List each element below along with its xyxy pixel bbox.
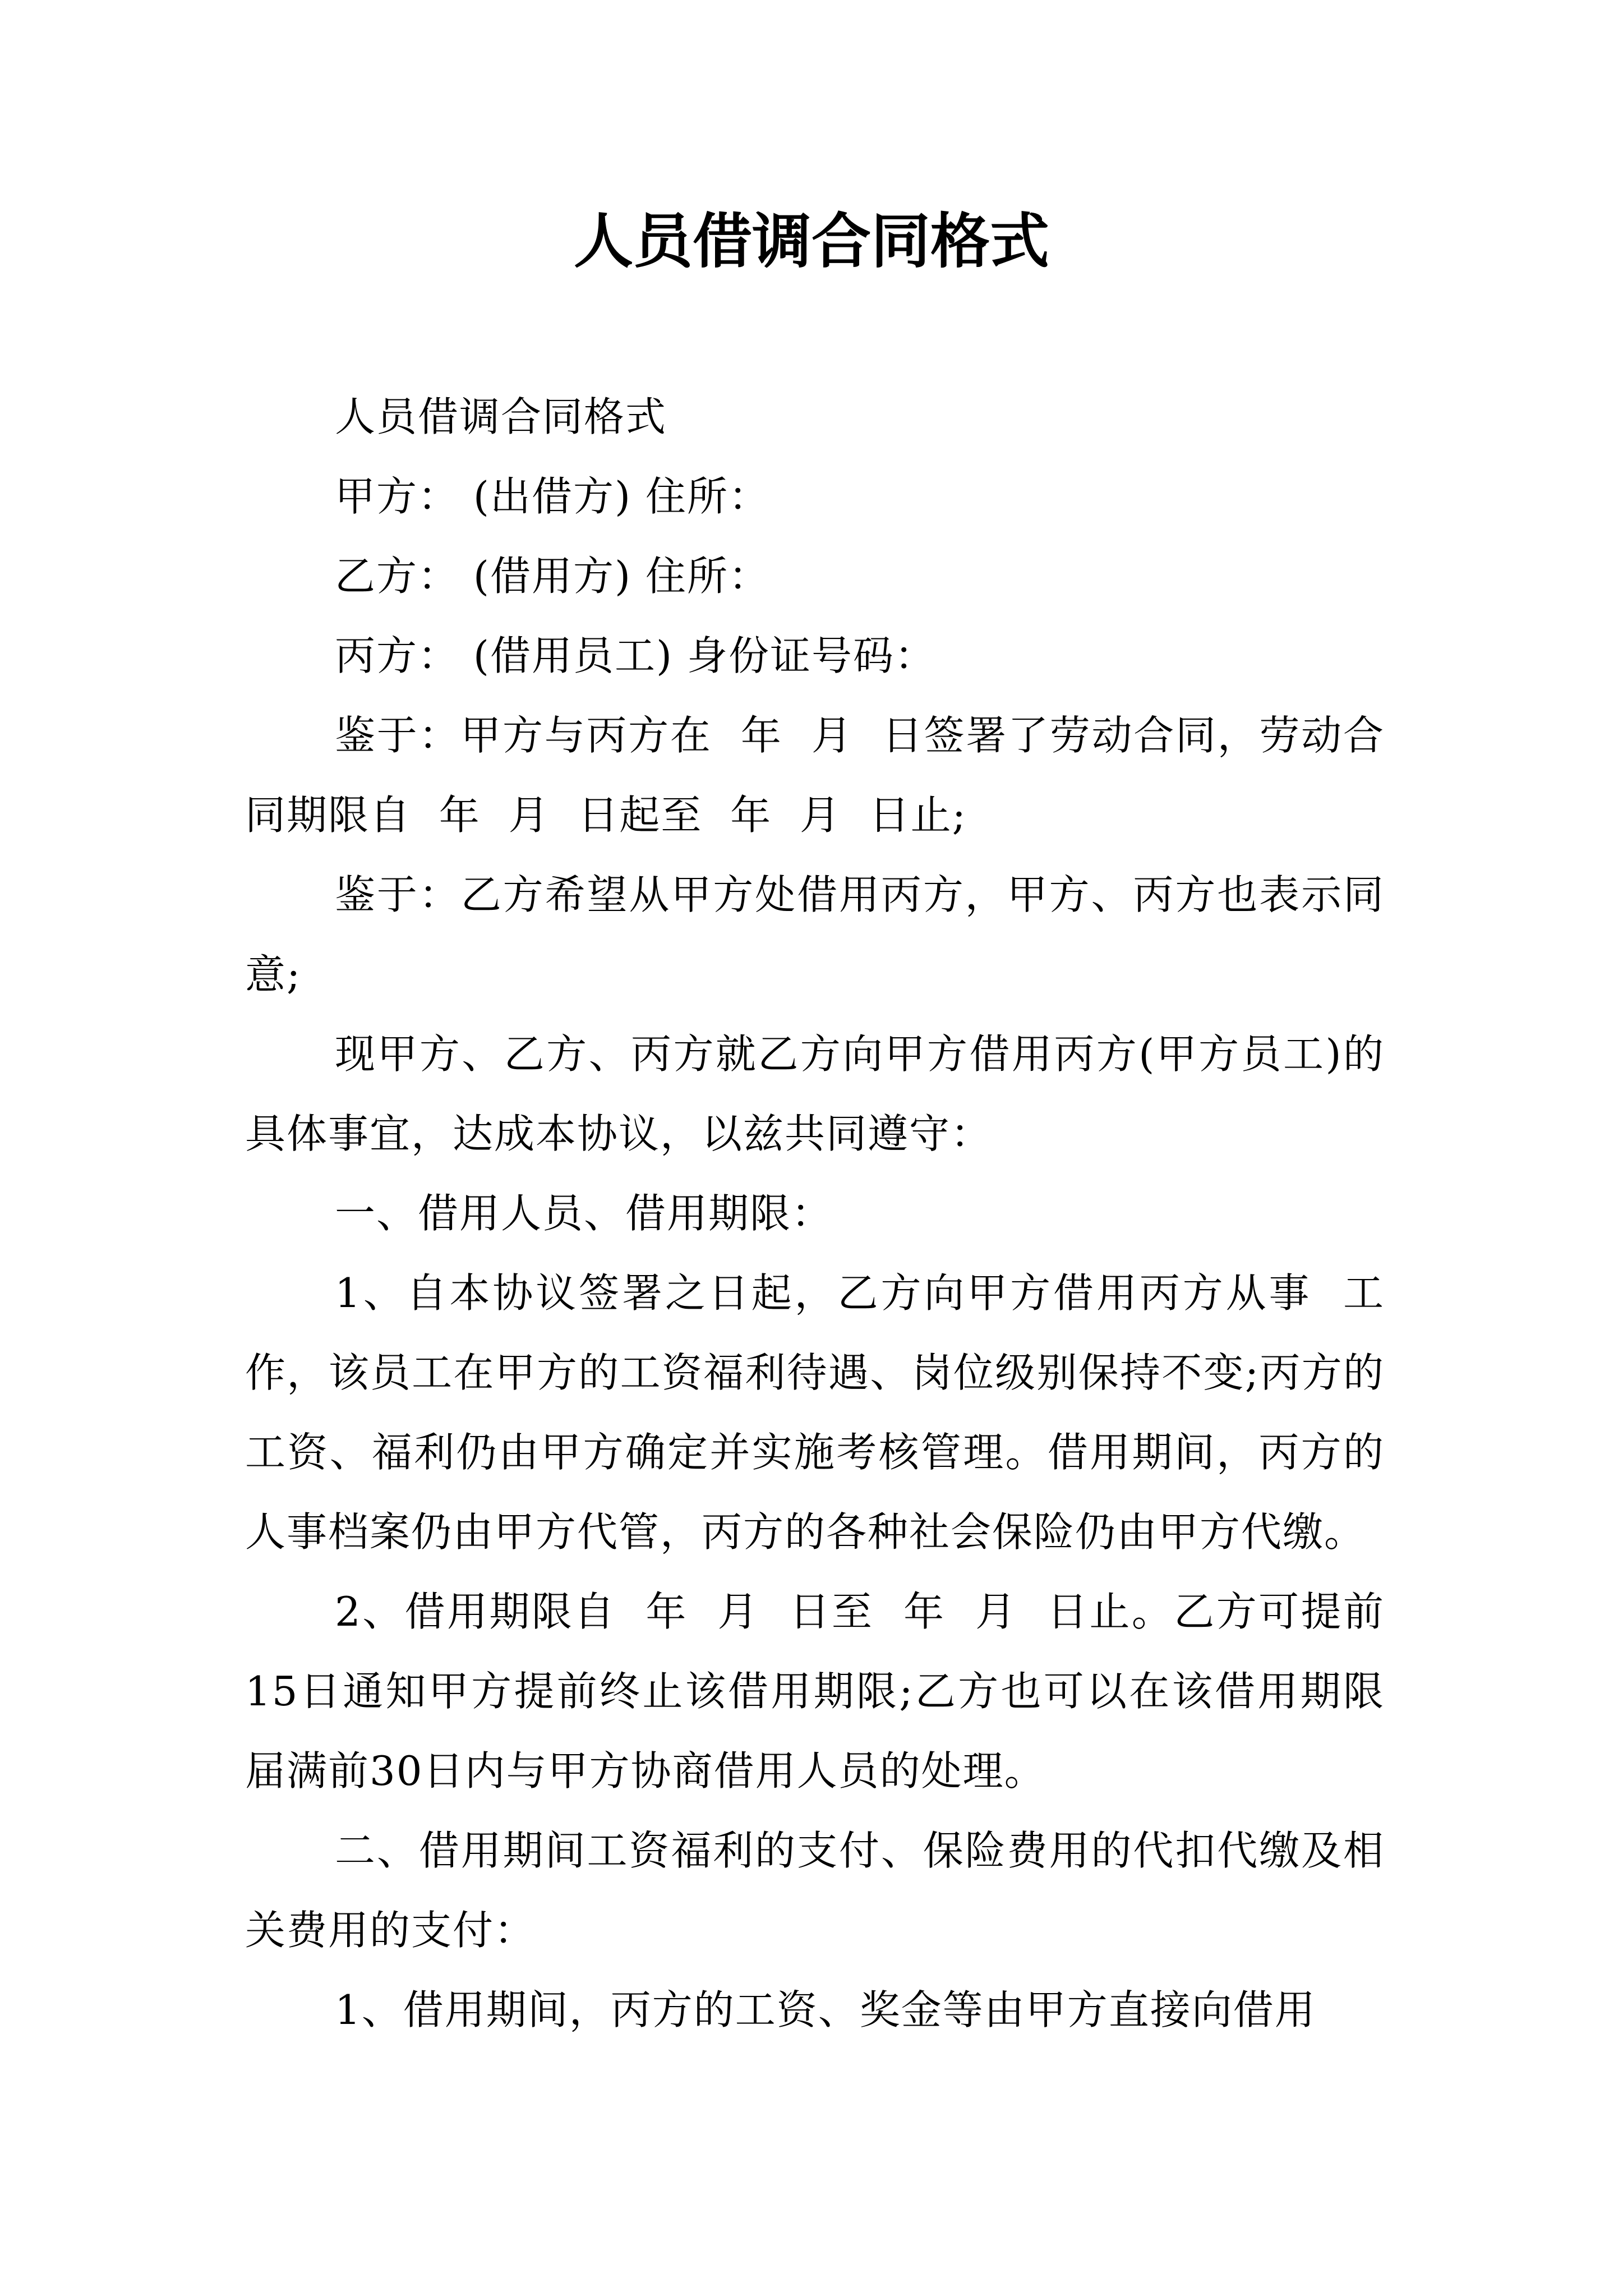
paragraph-party-a: 甲方： (出借方) 住所： <box>335 473 770 520</box>
paragraph-clause-1-2: 2、借用期限自 年 月 日至 年 月 日止。乙方可提前15日通知甲方提前终止该借用期限;乙方也可以在该借用期限届满前30日内与甲方协商借用人员的处理。 <box>245 1588 1385 1795</box>
document-title: 人员借调合同格式 <box>574 206 1049 276</box>
section-heading-1: 一、借用人员、借用期限： <box>335 1190 833 1237</box>
paragraph-whereas-1: 鉴于：甲方与丙方在 年 月 日签署了劳动合同，劳动合同期限自 年 月 日起至 年 月 日止; <box>245 712 1385 839</box>
paragraph-party-c: 丙方： (借用员工) 身份证号码： <box>335 632 936 679</box>
paragraph-clause-2-1: 1、借用期间，丙方的工资、奖金等由甲方直接向借用 <box>335 1986 1316 2033</box>
section-heading-2: 二、借用期间工资福利的支付、保险费用的代扣代缴及相关费用的支付： <box>245 1827 1385 1954</box>
paragraph-clause-1-1: 1、自本协议签署之日起，乙方向甲方借用丙方从事 工作，该员工在甲方的工资福利待遇、岗位级别保持不变;丙方的工资、福利仍由甲方确定并实施考核管理。借用期间，丙方的人事档案仍由甲方代管，丙方的各种社会保险仍由甲方代缴。 <box>245 1269 1385 1556</box>
paragraph-heading: 人员借调合同格式 <box>335 393 667 440</box>
paragraph-whereas-2: 鉴于：乙方希望从甲方处借用丙方，甲方、丙方也表示同意; <box>245 871 1385 998</box>
paragraph-party-b: 乙方： (借用方) 住所： <box>335 553 770 600</box>
paragraph-agreement: 现甲方、乙方、丙方就乙方向甲方借用丙方(甲方员工)的具体事宜，达成本协议，以兹共同遵守： <box>245 1030 1385 1157</box>
document-body <box>245 377 1385 2050</box>
